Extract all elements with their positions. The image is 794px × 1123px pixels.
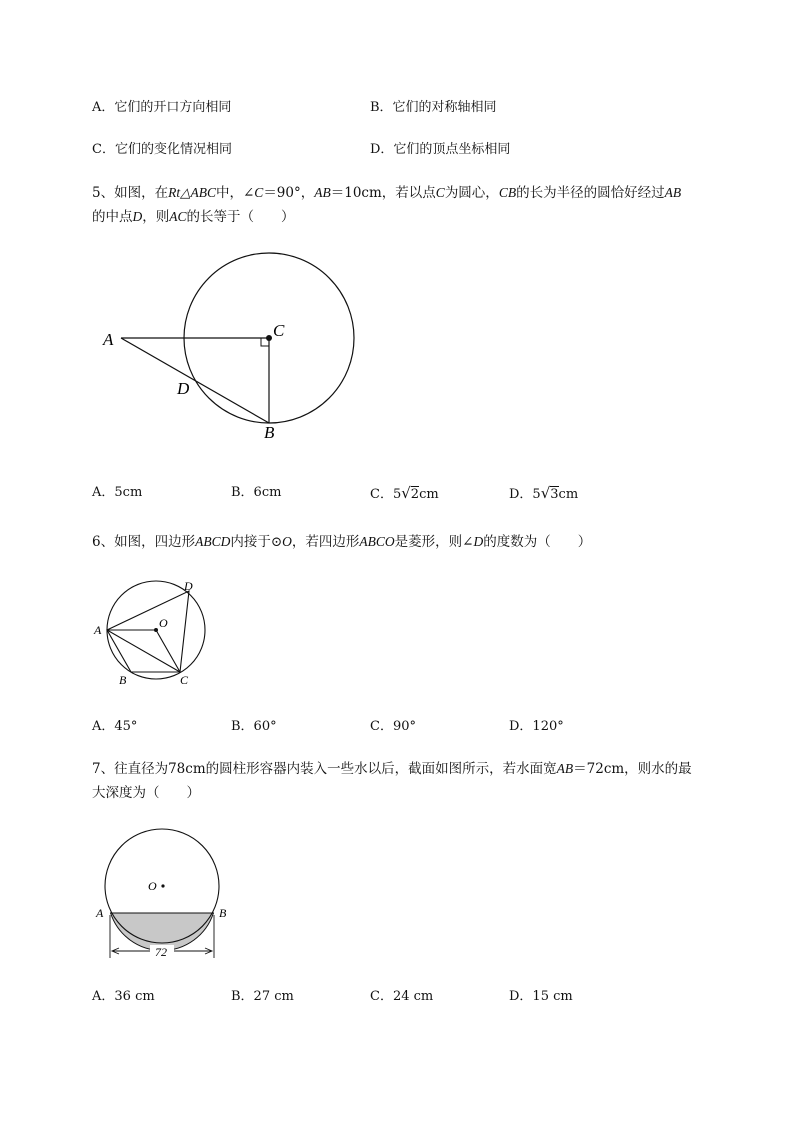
q7-stem-line-2: 大深度为（ ） bbox=[92, 785, 200, 801]
q5-label-c: C bbox=[273, 321, 285, 340]
q4-option-a: A．它们的开口方向相同 bbox=[92, 100, 232, 115]
q7-option-a: A．36 cm bbox=[92, 989, 155, 1004]
q7-option-d: D．15 cm bbox=[509, 989, 573, 1004]
q5-stem-line-2: 的中点D，则AC的长等于（ ） bbox=[92, 209, 295, 225]
q7-label-o: O bbox=[148, 879, 157, 893]
q6-option-c: C．90° bbox=[370, 719, 416, 734]
q6-label-b: B bbox=[119, 673, 127, 687]
q5-label-a: A bbox=[103, 330, 114, 349]
q7-option-b: B．27 cm bbox=[231, 989, 294, 1004]
q6-option-b: B．60° bbox=[231, 719, 277, 734]
q6-label-a: A bbox=[94, 623, 102, 637]
q6-label-o: O bbox=[159, 616, 168, 630]
q5-option-c: C．5√2cm bbox=[370, 484, 439, 502]
q4-option-c: C．它们的变化情况相同 bbox=[92, 142, 232, 157]
q5-option-a: A．5cm bbox=[92, 485, 143, 500]
q4-option-d: D．它们的顶点坐标相同 bbox=[370, 142, 511, 157]
q5-option-b: B．6cm bbox=[231, 485, 282, 500]
q7-center-dot bbox=[161, 884, 164, 887]
q5-label-b: B bbox=[264, 423, 275, 442]
q5-label-d: D bbox=[177, 379, 190, 398]
q6-option-d: D．120° bbox=[509, 719, 564, 734]
q5-option-d: D．5√3cm bbox=[509, 484, 579, 502]
q7-label-a: A bbox=[96, 906, 104, 920]
q4-option-b: B．它们的对称轴相同 bbox=[370, 100, 497, 115]
sqrt-sign: √ bbox=[401, 484, 411, 502]
q7-stem-line-1: 7、往直径为78cm的圆柱形容器内装入一些水以后，截面如图所示，若水面宽AB＝72cm，则水的最 bbox=[92, 761, 692, 777]
q6-option-a: A．45° bbox=[92, 719, 138, 734]
q7-option-c: C．24 cm bbox=[370, 989, 434, 1004]
q7-label-b: B bbox=[219, 906, 227, 920]
sqrt-sign: √ bbox=[540, 484, 551, 502]
q5-stem-line-1: 5、如图，在Rt△ABC中，∠C＝90°，AB＝10cm，若以点C为圆心，CB的长为半径的圆恰好经过AB bbox=[92, 185, 682, 201]
q6-label-d: D bbox=[184, 579, 193, 593]
q6-stem-line-1: 6、如图，四边形ABCD内接于⊙O，若四边形ABCO是菱形，则∠D的度数为（ ） bbox=[92, 534, 592, 550]
q6-label-c: C bbox=[180, 673, 189, 687]
q7-label-width: 72 bbox=[155, 945, 167, 959]
